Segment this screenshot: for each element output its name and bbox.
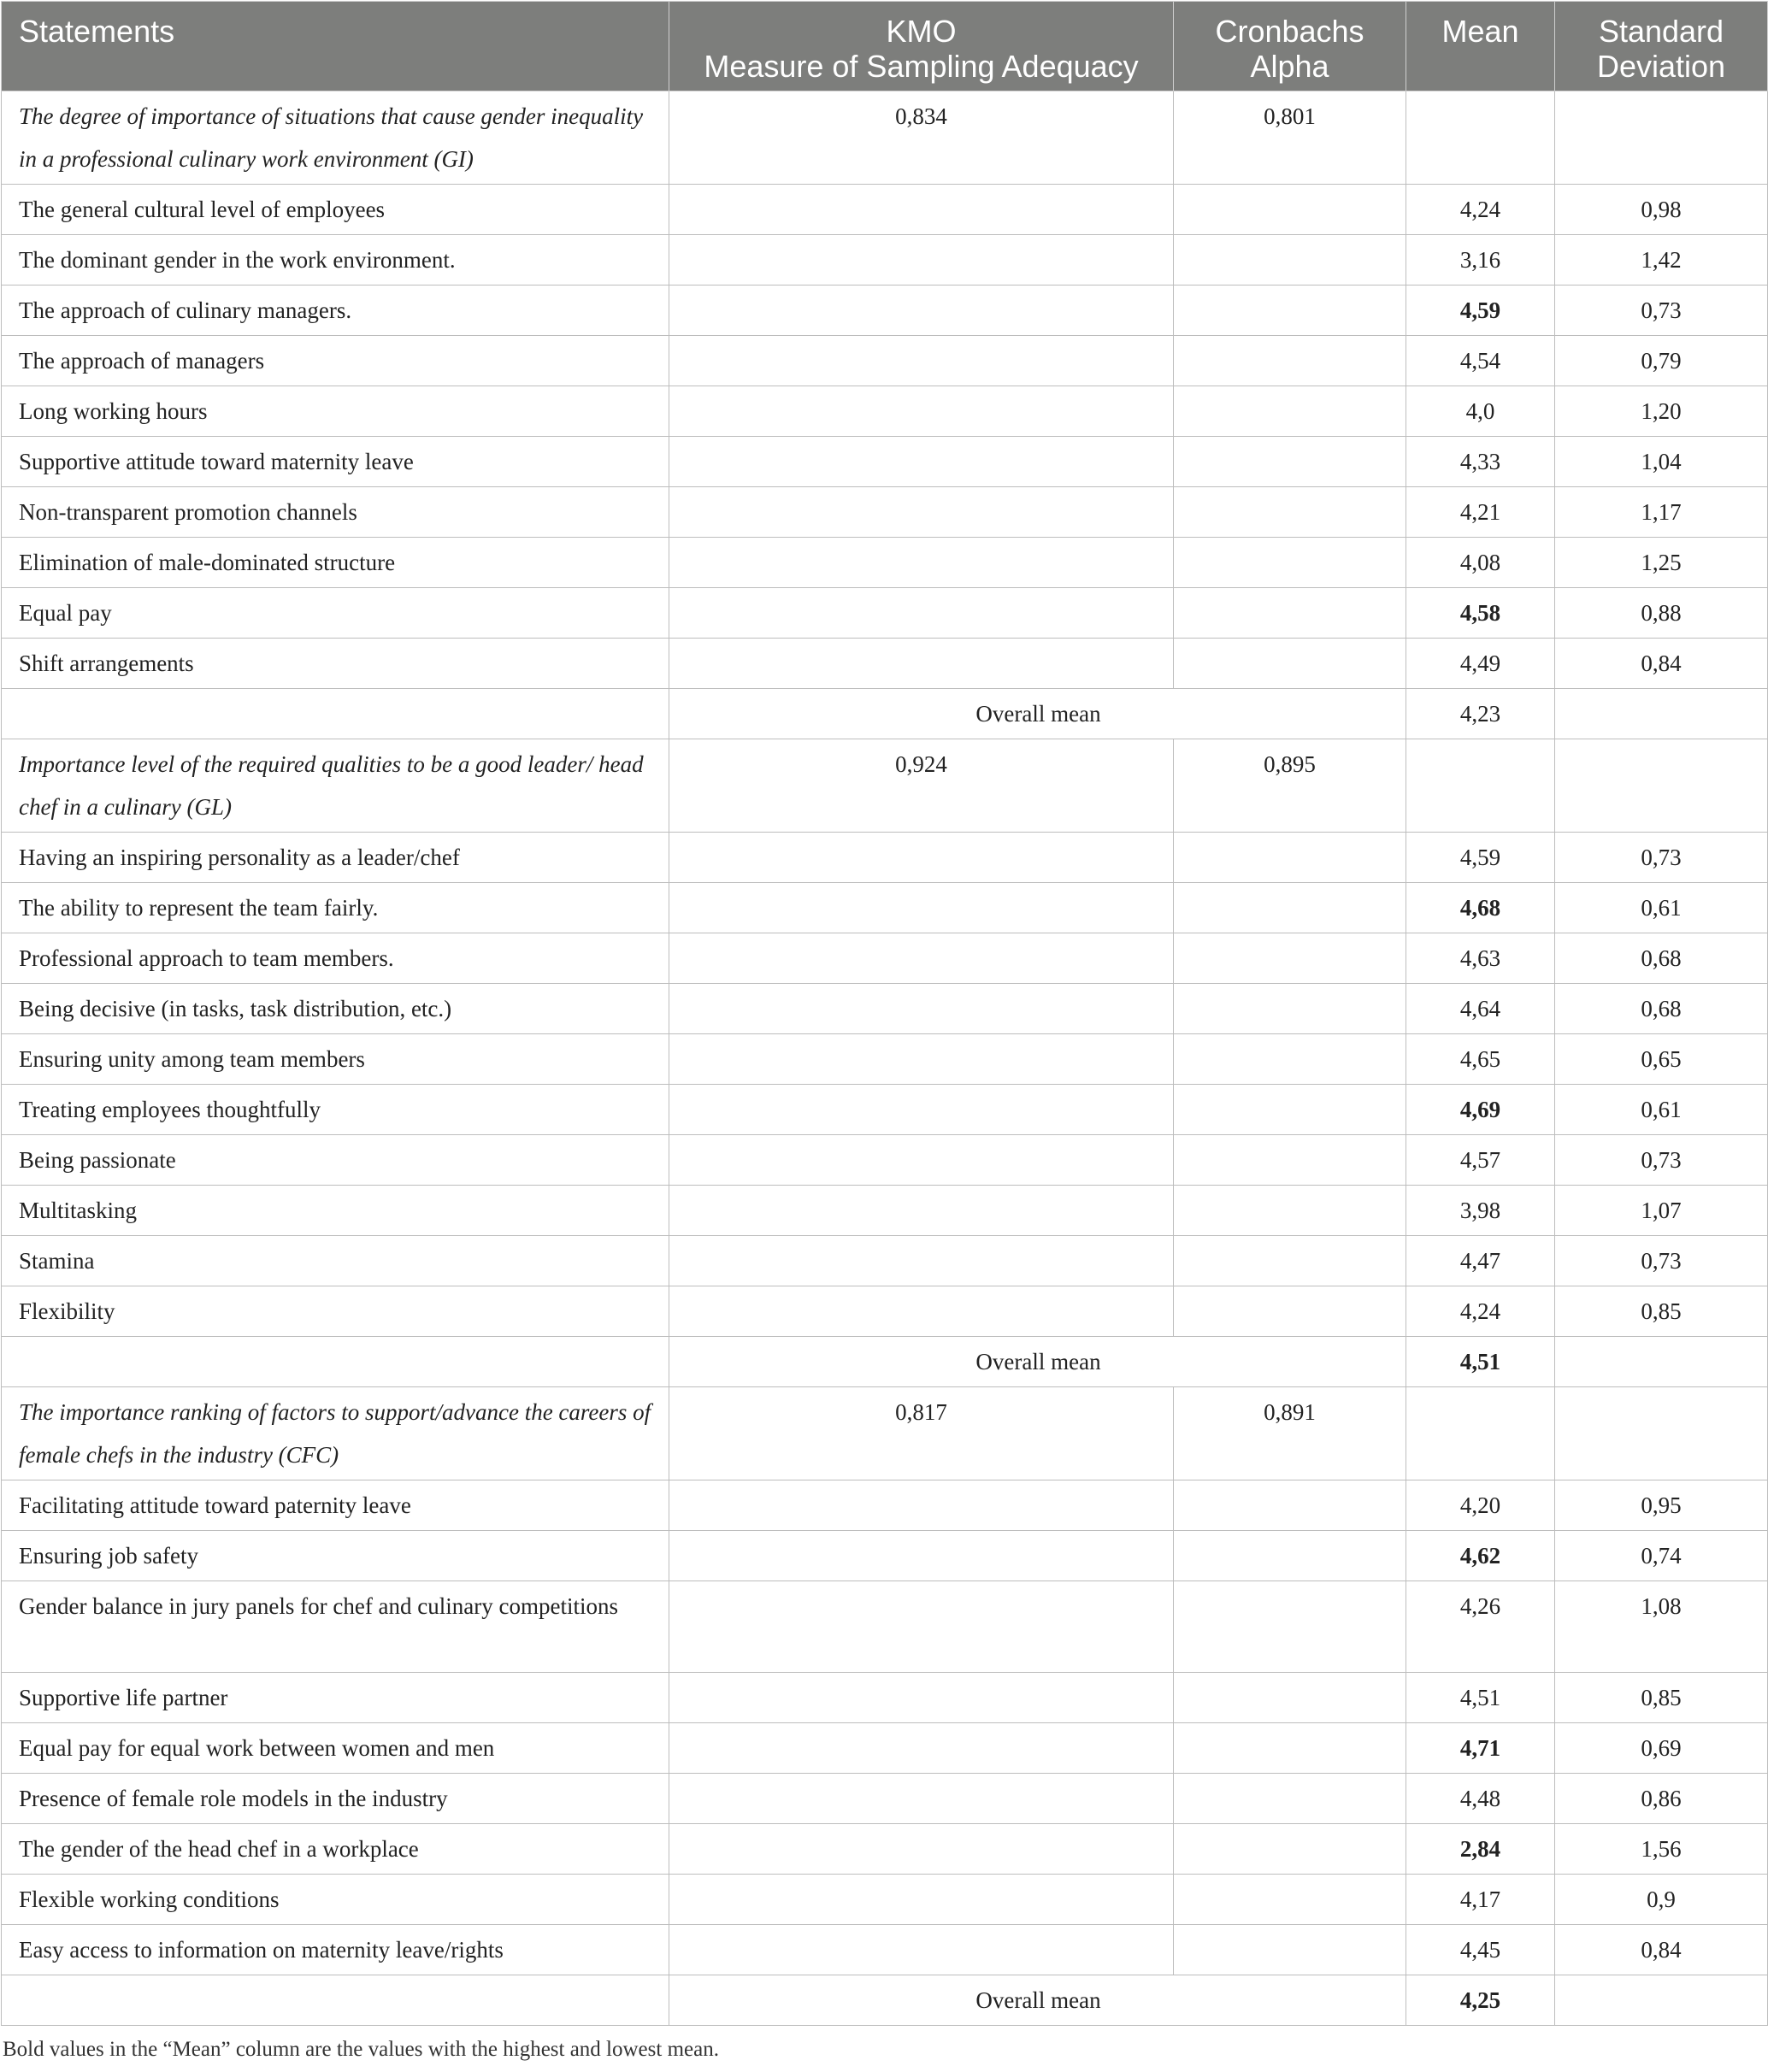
kmo-cell [669, 1480, 1174, 1531]
overall-empty-cell [2, 1975, 669, 2026]
statement-cell: Supportive life partner [2, 1673, 669, 1723]
overall-mean-label: Overall mean [669, 689, 1406, 739]
cronbach-cell [1174, 1723, 1406, 1774]
table-row [2, 1135, 1768, 1186]
table-row [2, 437, 1768, 487]
table-body [2, 91, 1768, 2026]
table-row [2, 1286, 1768, 1337]
mean-cell: 4,48 [1406, 1774, 1555, 1824]
cronbach-cell [1174, 833, 1406, 883]
header-text-line: Measure of Sampling Adequacy [704, 49, 1139, 84]
table-row [2, 1824, 1768, 1875]
overall-sd-cell [1555, 689, 1768, 739]
kmo-cell [669, 984, 1174, 1034]
overall-mean-row [2, 1975, 1768, 2026]
cronbach-cell [1174, 1824, 1406, 1875]
cronbach-value: 0,891 [1174, 1387, 1406, 1480]
kmo-cell [669, 437, 1174, 487]
statement-cell: Easy access to information on maternity leave/rights [2, 1925, 669, 1975]
header-mean [1406, 2, 1555, 91]
header-text-line: Standard [1598, 14, 1724, 49]
kmo-cell [669, 1135, 1174, 1186]
statement-cell: Long working hours [2, 386, 669, 437]
mean-cell: 4,59 [1406, 833, 1555, 883]
header-text-line: Statements [19, 14, 175, 49]
kmo-cell [669, 883, 1174, 933]
cronbach-cell [1174, 933, 1406, 984]
header-statements [2, 2, 669, 91]
header-row [2, 2, 1768, 91]
sd-cell: 0,74 [1555, 1531, 1768, 1581]
table-row [2, 285, 1768, 336]
table-row [2, 1085, 1768, 1135]
mean-cell: 4,54 [1406, 336, 1555, 386]
cronbach-cell [1174, 1531, 1406, 1581]
table-row [2, 1875, 1768, 1925]
table-row [2, 883, 1768, 933]
sd-cell: 0,61 [1555, 1085, 1768, 1135]
table-footnote: Bold values in the “Mean” column are the values with the highest and lowest mean. [3, 2038, 719, 2061]
mean-cell: 4,65 [1406, 1034, 1555, 1085]
section-title: The importance ranking of factors to support/advance the careers of female chefs in the industry (CFC) [2, 1387, 669, 1480]
sd-cell: 0,65 [1555, 1034, 1768, 1085]
section-header-row [2, 91, 1768, 185]
kmo-cell [669, 538, 1174, 588]
cronbach-cell [1174, 336, 1406, 386]
cronbach-cell [1174, 1774, 1406, 1824]
header-text-line: KMO [886, 14, 957, 49]
statement-cell: Gender balance in jury panels for chef and culinary competitions [2, 1581, 669, 1673]
mean-cell: 4,63 [1406, 933, 1555, 984]
mean-value [1406, 1387, 1555, 1480]
kmo-cell [669, 588, 1174, 639]
statement-cell: The approach of managers [2, 336, 669, 386]
table-row [2, 1186, 1768, 1236]
sd-value [1555, 91, 1768, 185]
mean-cell: 4,26 [1406, 1581, 1555, 1673]
sd-cell: 1,25 [1555, 538, 1768, 588]
mean-cell: 4,20 [1406, 1480, 1555, 1531]
kmo-cell [669, 1774, 1174, 1824]
sd-cell: 0,73 [1555, 1135, 1768, 1186]
mean-cell [1406, 883, 1555, 933]
cronbach-cell [1174, 1673, 1406, 1723]
cronbach-cell [1174, 1034, 1406, 1085]
sd-cell: 0,73 [1555, 1236, 1768, 1286]
kmo-cell [669, 1925, 1174, 1975]
sd-cell: 0,86 [1555, 1774, 1768, 1824]
header-text-line: Alpha [1250, 49, 1329, 84]
sd-cell: 1,04 [1555, 437, 1768, 487]
statement-cell: Having an inspiring personality as a leader/chef [2, 833, 669, 883]
header-cronbach [1174, 2, 1406, 91]
table-row [2, 538, 1768, 588]
section-header-row [2, 739, 1768, 833]
statement-cell: The gender of the head chef in a workplace [2, 1824, 669, 1875]
mean-cell: 4,64 [1406, 984, 1555, 1034]
table-row [2, 1673, 1768, 1723]
statement-cell: Ensuring unity among team members [2, 1034, 669, 1085]
statement-cell: Professional approach to team members. [2, 933, 669, 984]
overall-mean-value-bold: 4,51 [1459, 1349, 1501, 1374]
overall-empty-cell [2, 1337, 669, 1387]
header-kmo [669, 2, 1174, 91]
cronbach-cell [1174, 285, 1406, 336]
cronbach-cell [1174, 487, 1406, 538]
sd-cell: 0,69 [1555, 1723, 1768, 1774]
sd-cell: 0,79 [1555, 336, 1768, 386]
cronbach-cell [1174, 1186, 1406, 1236]
cronbach-value: 0,801 [1174, 91, 1406, 185]
table-row [2, 185, 1768, 235]
overall-mean-value [1406, 1975, 1555, 2026]
statement-cell: Being passionate [2, 1135, 669, 1186]
sd-cell: 0,73 [1555, 833, 1768, 883]
mean-cell-bold: 2,84 [1459, 1836, 1501, 1862]
sd-cell: 0,98 [1555, 185, 1768, 235]
overall-mean-row [2, 689, 1768, 739]
kmo-cell [669, 1824, 1174, 1875]
statement-cell: Presence of female role models in the industry [2, 1774, 669, 1824]
mean-cell-bold: 4,58 [1459, 600, 1501, 626]
cronbach-cell [1174, 386, 1406, 437]
mean-cell-bold: 4,68 [1459, 895, 1501, 921]
sd-cell: 0,73 [1555, 285, 1768, 336]
statement-cell: The ability to represent the team fairly. [2, 883, 669, 933]
kmo-cell [669, 639, 1174, 689]
mean-cell-bold: 4,69 [1459, 1097, 1501, 1122]
cronbach-cell [1174, 1581, 1406, 1673]
table-row [2, 588, 1768, 639]
cronbach-cell [1174, 984, 1406, 1034]
cronbach-cell [1174, 588, 1406, 639]
sd-cell: 0,95 [1555, 1480, 1768, 1531]
statement-cell: Elimination of male-dominated structure [2, 538, 669, 588]
kmo-cell [669, 336, 1174, 386]
overall-mean-value-bold: 4,25 [1459, 1987, 1501, 2013]
statement-cell: Equal pay [2, 588, 669, 639]
statement-cell: The approach of culinary managers. [2, 285, 669, 336]
mean-cell: 4,0 [1406, 386, 1555, 437]
statement-cell: Non-transparent promotion channels [2, 487, 669, 538]
mean-cell [1406, 1531, 1555, 1581]
header-sd [1555, 2, 1768, 91]
statement-cell: Treating employees thoughtfully [2, 1085, 669, 1135]
mean-cell [1406, 285, 1555, 336]
overall-mean-value [1406, 1337, 1555, 1387]
mean-cell-bold: 4,71 [1459, 1735, 1501, 1761]
sd-cell: 0,61 [1555, 883, 1768, 933]
mean-cell: 3,16 [1406, 235, 1555, 285]
cronbach-cell [1174, 185, 1406, 235]
mean-cell: 4,21 [1406, 487, 1555, 538]
table-row [2, 1925, 1768, 1975]
mean-cell [1406, 588, 1555, 639]
header-text-line: Cronbachs [1215, 14, 1364, 49]
sd-cell: 1,17 [1555, 487, 1768, 538]
table-row [2, 1034, 1768, 1085]
mean-cell: 4,51 [1406, 1673, 1555, 1723]
statistics-table [1, 1, 1768, 2026]
mean-cell: 4,57 [1406, 1135, 1555, 1186]
section-title: Importance level of the required qualities to be a good leader/ head chef in a culinary (GL) [2, 739, 669, 833]
header-text-line: Mean [1441, 14, 1519, 49]
cronbach-cell [1174, 883, 1406, 933]
sd-cell: 0,9 [1555, 1875, 1768, 1925]
sd-cell: 0,84 [1555, 1925, 1768, 1975]
statement-cell: Flexible working conditions [2, 1875, 669, 1925]
statement-cell: Supportive attitude toward maternity leave [2, 437, 669, 487]
kmo-cell [669, 1085, 1174, 1135]
overall-mean-row [2, 1337, 1768, 1387]
kmo-cell [669, 1875, 1174, 1925]
mean-cell: 4,49 [1406, 639, 1555, 689]
mean-cell: 4,45 [1406, 1925, 1555, 1975]
table-row [2, 933, 1768, 984]
sd-cell: 1,20 [1555, 386, 1768, 437]
overall-empty-cell [2, 689, 669, 739]
kmo-cell [669, 833, 1174, 883]
kmo-cell [669, 1531, 1174, 1581]
statement-cell: Ensuring job safety [2, 1531, 669, 1581]
sd-cell: 1,56 [1555, 1824, 1768, 1875]
statement-cell: Flexibility [2, 1286, 669, 1337]
mean-value [1406, 91, 1555, 185]
cronbach-cell [1174, 1925, 1406, 1975]
table-row [2, 1774, 1768, 1824]
table-row [2, 639, 1768, 689]
table-row [2, 1480, 1768, 1531]
kmo-cell [669, 1034, 1174, 1085]
mean-cell: 4,47 [1406, 1236, 1555, 1286]
mean-cell: 3,98 [1406, 1186, 1555, 1236]
header-text-line: Deviation [1596, 49, 1726, 84]
table-row [2, 984, 1768, 1034]
cronbach-cell [1174, 538, 1406, 588]
cronbach-cell [1174, 1236, 1406, 1286]
sd-cell: 0,84 [1555, 639, 1768, 689]
cronbach-cell [1174, 235, 1406, 285]
kmo-cell [669, 235, 1174, 285]
sd-value [1555, 1387, 1768, 1480]
mean-value [1406, 739, 1555, 833]
cronbach-cell [1174, 1875, 1406, 1925]
table-row [2, 386, 1768, 437]
cronbach-cell [1174, 1135, 1406, 1186]
cronbach-cell [1174, 1085, 1406, 1135]
statement-cell: Stamina [2, 1236, 669, 1286]
statement-cell: The dominant gender in the work environment. [2, 235, 669, 285]
kmo-cell [669, 285, 1174, 336]
cronbach-value: 0,895 [1174, 739, 1406, 833]
mean-cell-bold: 4,59 [1459, 297, 1501, 323]
mean-cell: 4,24 [1406, 185, 1555, 235]
sd-cell: 1,08 [1555, 1581, 1768, 1673]
statement-cell: Shift arrangements [2, 639, 669, 689]
sd-cell: 0,68 [1555, 933, 1768, 984]
cronbach-cell [1174, 1480, 1406, 1531]
cronbach-cell [1174, 639, 1406, 689]
table-row [2, 336, 1768, 386]
statement-cell: Multitasking [2, 1186, 669, 1236]
table-row [2, 487, 1768, 538]
mean-cell: 4,08 [1406, 538, 1555, 588]
kmo-value: 0,924 [669, 739, 1174, 833]
kmo-cell [669, 1723, 1174, 1774]
kmo-cell [669, 185, 1174, 235]
sd-cell: 0,85 [1555, 1286, 1768, 1337]
statement-cell: Equal pay for equal work between women and men [2, 1723, 669, 1774]
sd-cell: 0,85 [1555, 1673, 1768, 1723]
table-row [2, 235, 1768, 285]
mean-cell: 4,33 [1406, 437, 1555, 487]
table-row [2, 1236, 1768, 1286]
kmo-cell [669, 933, 1174, 984]
cronbach-cell [1174, 1286, 1406, 1337]
table-row [2, 1723, 1768, 1774]
overall-sd-cell [1555, 1337, 1768, 1387]
sd-cell: 1,07 [1555, 1186, 1768, 1236]
sd-value [1555, 739, 1768, 833]
section-header-row [2, 1387, 1768, 1480]
mean-cell: 4,17 [1406, 1875, 1555, 1925]
kmo-value: 0,817 [669, 1387, 1174, 1480]
overall-mean-label: Overall mean [669, 1975, 1406, 2026]
overall-sd-cell [1555, 1975, 1768, 2026]
kmo-cell [669, 1286, 1174, 1337]
kmo-cell [669, 386, 1174, 437]
statement-cell: The general cultural level of employees [2, 185, 669, 235]
sd-cell: 0,88 [1555, 588, 1768, 639]
sd-cell: 0,68 [1555, 984, 1768, 1034]
cronbach-cell [1174, 437, 1406, 487]
mean-cell [1406, 1085, 1555, 1135]
table-row [2, 833, 1768, 883]
kmo-cell [669, 1186, 1174, 1236]
kmo-cell [669, 487, 1174, 538]
overall-mean-value: 4,23 [1406, 689, 1555, 739]
table-row [2, 1581, 1768, 1673]
mean-cell [1406, 1723, 1555, 1774]
kmo-cell [669, 1581, 1174, 1673]
statement-cell: Facilitating attitude toward paternity leave [2, 1480, 669, 1531]
kmo-value: 0,834 [669, 91, 1174, 185]
mean-cell [1406, 1824, 1555, 1875]
mean-cell-bold: 4,62 [1459, 1543, 1501, 1569]
sd-cell: 1,42 [1555, 235, 1768, 285]
overall-mean-label: Overall mean [669, 1337, 1406, 1387]
kmo-cell [669, 1673, 1174, 1723]
mean-cell: 4,24 [1406, 1286, 1555, 1337]
kmo-cell [669, 1236, 1174, 1286]
statement-cell: Being decisive (in tasks, task distribution, etc.) [2, 984, 669, 1034]
table-row [2, 1531, 1768, 1581]
section-title: The degree of importance of situations that cause gender inequality in a professional culinary work environment (GI) [2, 91, 669, 185]
